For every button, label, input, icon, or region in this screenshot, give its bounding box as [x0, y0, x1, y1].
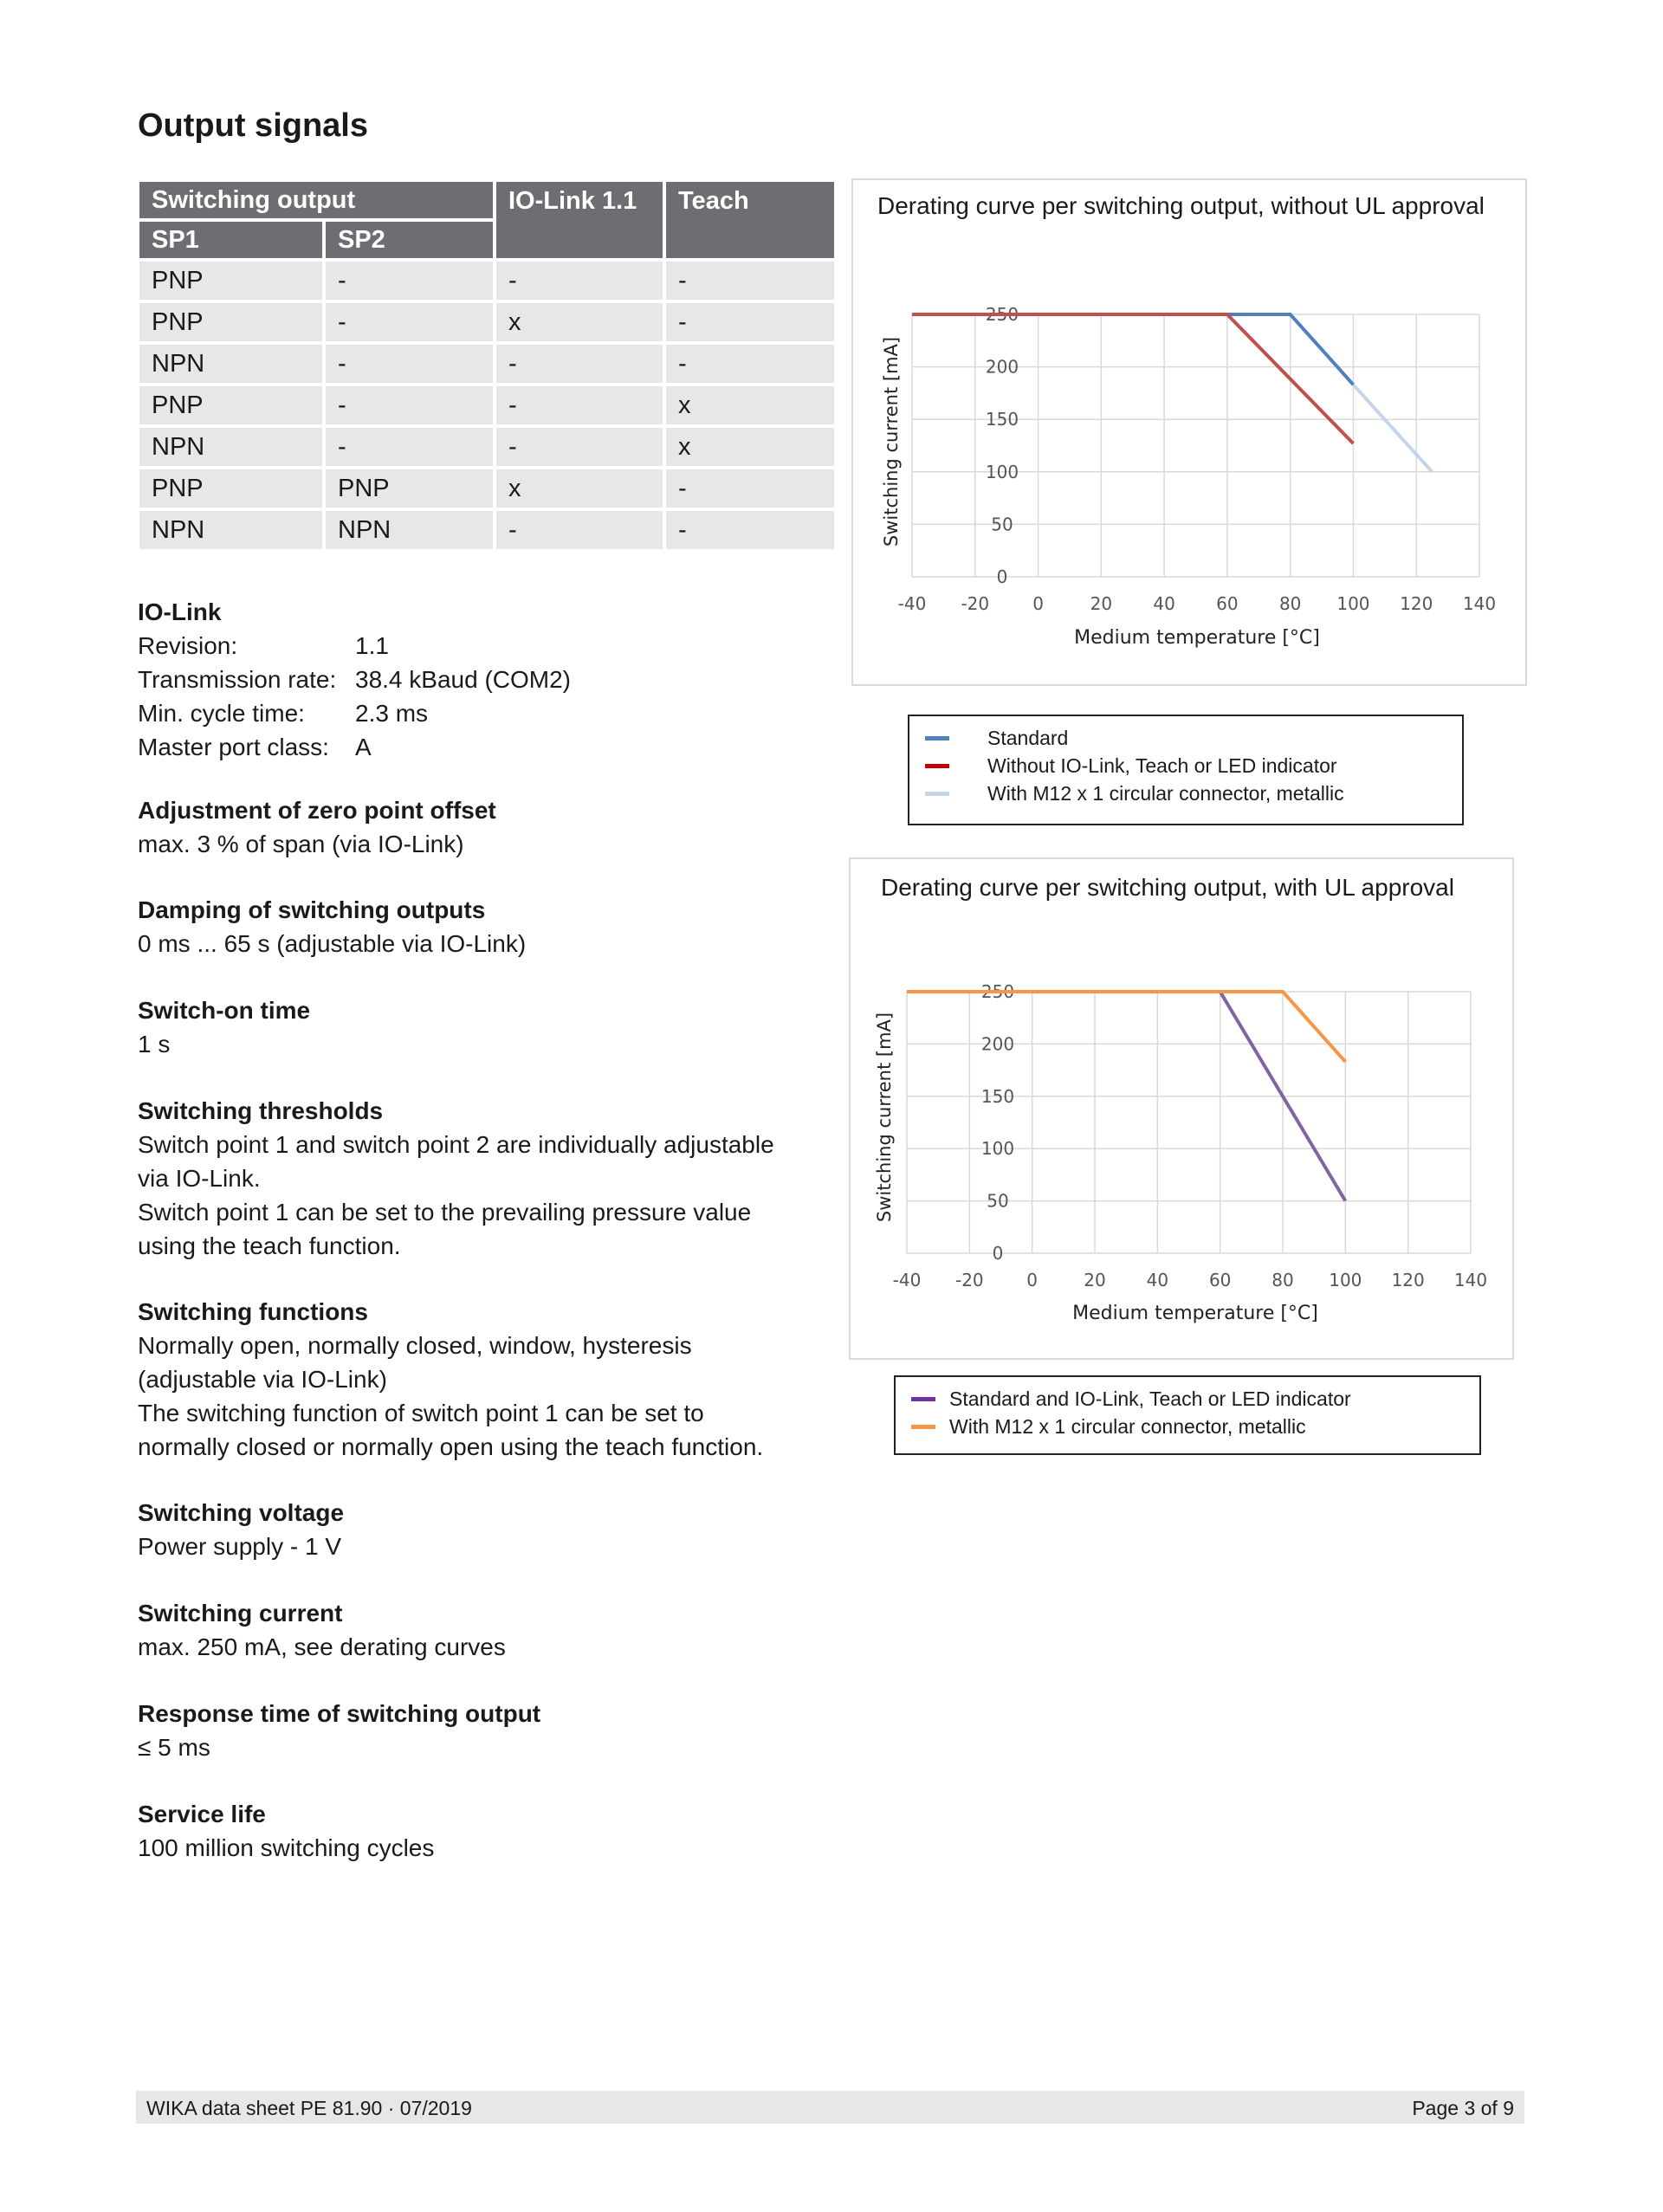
- cell-teach: x: [666, 386, 834, 424]
- x-tick-label: 40: [1153, 593, 1175, 614]
- spec-text: (adjustable via IO-Link): [138, 1366, 387, 1393]
- spec-switching-voltage: [138, 1496, 344, 1563]
- header-sp1: SP1: [139, 222, 322, 258]
- spec-text: using the teach function.: [138, 1232, 401, 1259]
- cell-teach: -: [666, 262, 834, 300]
- iolink-label: Min. cycle time:: [138, 700, 305, 727]
- iolink-value: 2.3 ms: [355, 700, 429, 727]
- spec-zero-point: [138, 793, 496, 861]
- x-tick-label: -40: [897, 593, 927, 614]
- spec-heading: Switching functions: [138, 1298, 368, 1325]
- y-tick-label: 150: [980, 1085, 1015, 1107]
- chart1-legend: [908, 715, 1464, 825]
- y-tick-label: 200: [985, 356, 1019, 378]
- cell-io-link: x: [496, 303, 663, 341]
- cell-sp2: -: [326, 345, 493, 383]
- spec-switching-current: [138, 1596, 506, 1664]
- y-tick-label: 100: [980, 1138, 1015, 1160]
- x-tick-label: 140: [1462, 593, 1497, 614]
- legend-swatch: [925, 792, 949, 796]
- cell-io-link: x: [496, 469, 663, 508]
- table-row: [139, 428, 834, 466]
- footer: [136, 2091, 1524, 2124]
- y-tick-label: 150: [985, 409, 1019, 430]
- output-signals-table: [136, 178, 838, 553]
- legend-label: Standard: [987, 727, 1069, 749]
- header-teach: Teach: [666, 182, 834, 258]
- spec-service-life: [138, 1797, 434, 1865]
- spec-switching-thresholds: [138, 1094, 774, 1263]
- series-line: [1353, 385, 1432, 472]
- cell-teach: -: [666, 345, 834, 383]
- legend-item: [909, 754, 1337, 778]
- cell-io-link: -: [496, 262, 663, 300]
- legend-label: With M12 x 1 circular connector, metallic: [949, 1415, 1306, 1438]
- cell-io-link: -: [496, 345, 663, 383]
- page-title: Output signals: [138, 107, 368, 144]
- cell-teach: x: [666, 428, 834, 466]
- series-line: [912, 314, 1353, 443]
- spec-heading: Switching thresholds: [138, 1097, 384, 1124]
- y-tick-label: 250: [980, 981, 1015, 1002]
- spec-text: max. 3 % of span (via IO-Link): [138, 831, 464, 857]
- iolink-value: 1.1: [355, 632, 389, 659]
- cell-teach: -: [666, 469, 834, 508]
- spec-heading: Switching voltage: [138, 1499, 345, 1526]
- x-tick-label: 100: [1329, 1270, 1362, 1290]
- y-tick-label: 0: [992, 1243, 1004, 1264]
- legend-label: Standard and IO-Link, Teach or LED indicator: [949, 1387, 1351, 1410]
- iolink-label: Transmission rate:: [138, 666, 337, 693]
- x-tick-label: 80: [1272, 1270, 1294, 1290]
- spec-text: ≤ 5 ms: [138, 1734, 210, 1761]
- spec-text: The switching function of switch point 1 can be set to: [138, 1400, 704, 1426]
- table-row: [139, 262, 834, 300]
- cell-io-link: -: [496, 386, 663, 424]
- spec-text: 1 s: [138, 1031, 171, 1057]
- x-tick-label: 60: [1208, 1270, 1232, 1290]
- spec-text: Switch point 1 and switch point 2 are individually adjustable: [138, 1131, 774, 1158]
- iolink-row: [138, 696, 571, 730]
- x-tick-label: 140: [1453, 1270, 1488, 1290]
- spec-switch-on-time: [138, 993, 310, 1061]
- legend-item: [896, 1387, 1351, 1411]
- legend-item: [909, 782, 1344, 805]
- legend-label: Without IO-Link, Teach or LED indicator: [987, 754, 1337, 777]
- spec-heading: Service life: [138, 1801, 266, 1827]
- table-row: [139, 303, 834, 341]
- y-tick-label: 0: [996, 566, 1008, 587]
- table-row: [139, 386, 834, 424]
- x-tick-label: 60: [1216, 593, 1239, 614]
- x-tick-label: 100: [1336, 593, 1370, 614]
- chart2-xlabel: Medium temperature [°C]: [1072, 1303, 1318, 1324]
- footer-page-number: Page 3 of 9: [1412, 2097, 1514, 2119]
- x-tick-label: 0: [1026, 1270, 1039, 1290]
- spec-text: 100 million switching cycles: [138, 1834, 435, 1861]
- table-row: [139, 511, 834, 549]
- chart2-plot: [866, 970, 1507, 1334]
- series-line: [907, 992, 1345, 1062]
- x-tick-label: 120: [1391, 1270, 1425, 1290]
- legend-swatch: [925, 736, 949, 741]
- legend-swatch: [911, 1425, 935, 1429]
- iolink-section: [138, 595, 571, 764]
- spec-heading: Adjustment of zero point offset: [138, 797, 496, 824]
- spec-heading: Damping of switching outputs: [138, 896, 486, 923]
- chart1-ylabel: Switching current [mA]: [881, 336, 902, 547]
- y-tick-label: 50: [991, 514, 1013, 535]
- cell-sp1: NPN: [139, 428, 322, 466]
- iolink-value: 38.4 kBaud (COM2): [355, 666, 571, 693]
- cell-sp1: PNP: [139, 262, 322, 300]
- cell-sp1: PNP: [139, 303, 322, 341]
- chart1-xlabel: Medium temperature [°C]: [1074, 627, 1320, 649]
- cell-sp2: -: [326, 262, 493, 300]
- spec-switching-functions: [138, 1295, 763, 1464]
- legend-swatch: [911, 1397, 935, 1401]
- x-tick-label: 80: [1278, 593, 1302, 614]
- header-switching-output: Switching output: [139, 182, 493, 218]
- cell-io-link: -: [496, 511, 663, 549]
- spec-damping: [138, 893, 526, 960]
- cell-sp2: PNP: [326, 469, 493, 508]
- header-io-link: IO-Link 1.1: [496, 182, 663, 258]
- iolink-value: A: [355, 734, 372, 760]
- spec-text: via IO-Link.: [138, 1165, 261, 1192]
- y-tick-label: 250: [985, 304, 1019, 325]
- chart1-plot: [866, 294, 1524, 658]
- table-row: [139, 469, 834, 508]
- spec-text: normally closed or normally open using the teach function.: [138, 1433, 764, 1460]
- x-tick-label: -20: [961, 593, 990, 614]
- cell-sp1: PNP: [139, 386, 322, 424]
- iolink-label: Revision:: [138, 632, 238, 659]
- cell-teach: -: [666, 511, 834, 549]
- legend-swatch: [925, 764, 949, 768]
- iolink-row: [138, 730, 571, 764]
- chart2-legend: [894, 1375, 1481, 1455]
- iolink-heading: IO-Link: [138, 598, 222, 625]
- iolink-label: Master port class:: [138, 734, 329, 760]
- spec-heading: Response time of switching output: [138, 1700, 541, 1727]
- spec-text: Switch point 1 can be set to the prevailing pressure value: [138, 1199, 752, 1226]
- spec-text: 0 ms ... 65 s (adjustable via IO-Link): [138, 930, 527, 957]
- cell-sp1: NPN: [139, 345, 322, 383]
- spec-text: Power supply - 1 V: [138, 1533, 341, 1560]
- chart1-title: Derating curve per switching output, without UL approval: [877, 192, 1485, 219]
- header-sp2: SP2: [326, 222, 493, 258]
- x-tick-label: 0: [1032, 593, 1044, 614]
- cell-io-link: -: [496, 428, 663, 466]
- legend-item: [896, 1415, 1306, 1439]
- x-tick-label: -20: [954, 1270, 984, 1290]
- iolink-row: [138, 629, 571, 663]
- x-tick-label: 20: [1090, 593, 1113, 614]
- chart2-ylabel: Switching current [mA]: [874, 1012, 895, 1223]
- legend-item: [909, 727, 1068, 750]
- cell-sp2: -: [326, 386, 493, 424]
- cell-sp2: NPN: [326, 511, 493, 549]
- cell-sp2: -: [326, 428, 493, 466]
- table-row: [139, 345, 834, 383]
- footer-doc-ref: WIKA data sheet PE 81.90 · 07/2019: [146, 2097, 472, 2119]
- y-tick-label: 50: [987, 1190, 1009, 1212]
- cell-sp2: -: [326, 303, 493, 341]
- x-tick-label: 40: [1146, 1270, 1169, 1290]
- spec-text: max. 250 mA, see derating curves: [138, 1633, 506, 1660]
- cell-sp1: PNP: [139, 469, 322, 508]
- chart2-title: Derating curve per switching output, with UL approval: [881, 874, 1454, 901]
- iolink-row: [138, 663, 571, 696]
- x-tick-label: 20: [1084, 1270, 1106, 1290]
- legend-label: With M12 x 1 circular connector, metallic: [987, 782, 1344, 805]
- y-tick-label: 200: [980, 1033, 1015, 1055]
- spec-heading: Switching current: [138, 1600, 343, 1627]
- cell-sp1: NPN: [139, 511, 322, 549]
- x-tick-label: 120: [1400, 593, 1433, 614]
- spec-heading: Switch-on time: [138, 997, 311, 1024]
- spec-response-time: [138, 1697, 540, 1764]
- spec-text: Normally open, normally closed, window, hysteresis: [138, 1332, 692, 1359]
- cell-teach: -: [666, 303, 834, 341]
- y-tick-label: 100: [985, 461, 1019, 482]
- x-tick-label: -40: [892, 1270, 922, 1290]
